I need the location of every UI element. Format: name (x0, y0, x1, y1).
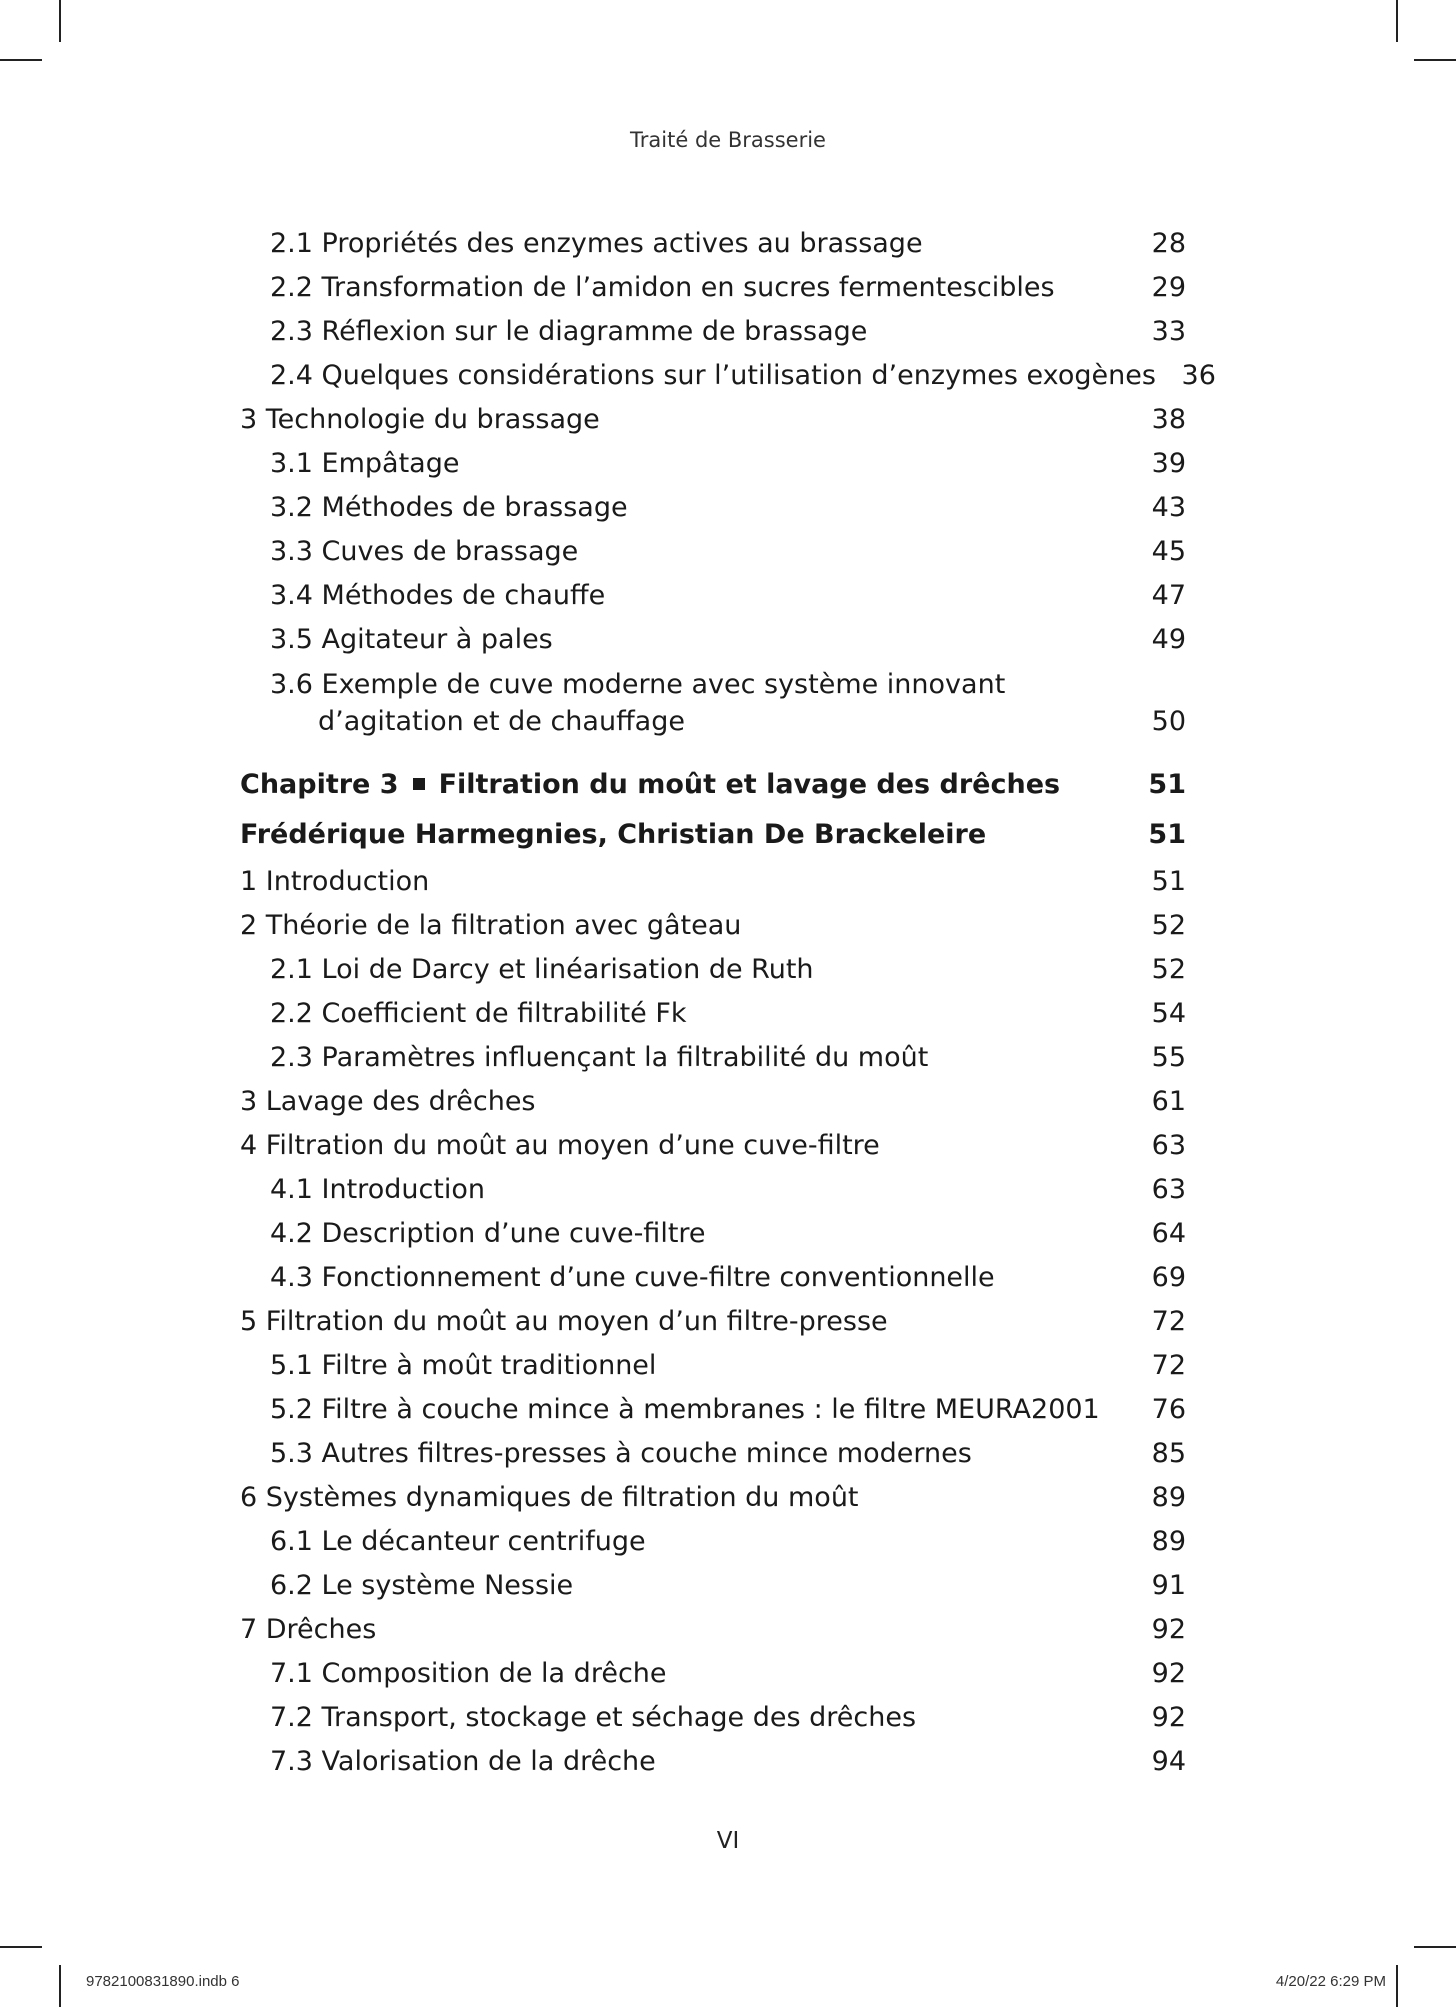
toc-entry-page: 55 (1151, 1042, 1186, 1073)
toc-entry-label: 2.1 Loi de Darcy et linéarisation de Ruth (270, 954, 814, 985)
toc-entry (240, 1168, 1186, 1212)
toc-entry (240, 860, 1186, 904)
toc-entry (240, 1388, 1186, 1432)
toc-entry (240, 1652, 1186, 1696)
toc-entry-label: 3.3 Cuves de brassage (270, 536, 579, 567)
toc-entry-page: 91 (1151, 1570, 1186, 1601)
toc-entry-label-line2: d’agitation et de chauffage (318, 706, 685, 737)
toc-entry-label: 7 Drêches (240, 1614, 377, 1645)
running-head: Traité de Brasserie (630, 128, 826, 152)
toc-entry-label: 5.2 Filtre à couche mince à membranes : le filtre MEURA2001 (270, 1394, 1100, 1425)
toc-entry (240, 1476, 1186, 1520)
toc-entry-page: 38 (1151, 404, 1186, 435)
toc-entry-label: 7.2 Transport, stockage et séchage des drêches (270, 1702, 917, 1733)
toc-entry-label: 3.4 Méthodes de chauffe (270, 580, 606, 611)
toc-entry (240, 1300, 1186, 1344)
toc-entry (240, 486, 1186, 530)
toc-entry-page: 61 (1151, 1086, 1186, 1117)
toc-entry-label: 3 Technologie du brassage (240, 404, 600, 435)
toc-entry-page: 89 (1151, 1526, 1186, 1557)
toc-entry-label-line1: 3.6 Exemple de cuve moderne avec système innovant (270, 669, 1006, 700)
toc-entry-label: 2.4 Quelques considérations sur l’utilisation d’enzymes exogènes (270, 360, 1156, 391)
toc-entry (240, 1212, 1186, 1256)
toc-authors (240, 810, 1186, 860)
toc-entry (240, 1344, 1186, 1388)
toc-entry (240, 1124, 1186, 1168)
toc-entry-page: 52 (1151, 910, 1186, 941)
toc-entry (240, 398, 1186, 442)
slug-date: 4/20/22 6:29 PM (1275, 1973, 1386, 1990)
chapter-title: Filtration du moût et lavage des drêches (438, 769, 1061, 800)
toc-entry-page: 63 (1151, 1174, 1186, 1205)
toc-entry-page: 54 (1151, 998, 1186, 1029)
toc-entry (240, 1740, 1186, 1784)
toc-entry-page: 51 (1151, 866, 1186, 897)
toc-entry-page: 29 (1151, 272, 1186, 303)
crop-mark (59, 0, 61, 42)
toc-entry-page: 50 (1151, 706, 1186, 737)
toc-entry-label: 4 Filtration du moût au moyen d’une cuve-filtre (240, 1130, 880, 1161)
toc-entry (240, 1080, 1186, 1124)
toc-entry (240, 1696, 1186, 1740)
toc-entry (240, 1036, 1186, 1080)
authors-label: Frédérique Harmegnies, Christian De Brackeleire (240, 819, 987, 850)
toc-entry-page: 72 (1151, 1306, 1186, 1337)
toc-entry-label: 2.2 Coefficient de filtrabilité Fk (270, 998, 687, 1029)
toc-entry-page: 92 (1151, 1702, 1186, 1733)
toc-entry-label: 7.1 Composition de la drêche (270, 1658, 667, 1689)
toc-entry-label: 2 Théorie de la filtration avec gâteau (240, 910, 742, 941)
toc-entry (240, 266, 1186, 310)
toc-entry (240, 530, 1186, 574)
toc-entry-page: 28 (1151, 228, 1186, 259)
toc-entry-page: 69 (1151, 1262, 1186, 1293)
toc-entry-label: 2.3 Paramètres influençant la filtrabilité du moût (270, 1042, 929, 1073)
toc-entry-label: 2.1 Propriétés des enzymes actives au brassage (270, 228, 923, 259)
crop-mark (1414, 1946, 1456, 1948)
toc-entry (240, 618, 1186, 662)
toc-entry-label: 3.5 Agitateur à pales (270, 624, 553, 655)
toc-entry-page: 72 (1151, 1350, 1186, 1381)
toc-entry-label: 1 Introduction (240, 866, 430, 897)
toc-entry-page: 51 (1148, 819, 1186, 850)
toc-entry (240, 1520, 1186, 1564)
toc-entry-page: 43 (1151, 492, 1186, 523)
toc-entry-label: 3 Lavage des drêches (240, 1086, 536, 1117)
toc-entry-page: 47 (1151, 580, 1186, 611)
toc-entry (240, 992, 1186, 1036)
toc-entry (240, 948, 1186, 992)
toc-entry-page: 94 (1151, 1746, 1186, 1777)
toc-entry-page: 92 (1151, 1614, 1186, 1645)
toc-entry-label: 4.1 Introduction (270, 1174, 486, 1205)
toc-entry (240, 1256, 1186, 1300)
toc-entry-page: 52 (1151, 954, 1186, 985)
crop-mark (1396, 0, 1398, 42)
slug-file: 9782100831890.indb 6 (86, 1973, 240, 1990)
toc-entry-label: 4.2 Description d’une cuve-filtre (270, 1218, 706, 1249)
toc-entry-label: 4.3 Fonctionnement d’une cuve-filtre conventionnelle (270, 1262, 995, 1293)
toc-entry-label: 2.3 Réflexion sur le diagramme de brassage (270, 316, 868, 347)
toc-entry-label: 2.2 Transformation de l’amidon en sucres fermentescibles (270, 272, 1055, 303)
toc-entry-page: 85 (1151, 1438, 1186, 1469)
toc-entry-page: 36 (1181, 360, 1216, 391)
toc-entry-page: 39 (1151, 448, 1186, 479)
toc-entries (240, 860, 1186, 1784)
toc-entry (240, 1608, 1186, 1652)
toc-entry-label: 5.3 Autres filtres-presses à couche mince modernes (270, 1438, 972, 1469)
crop-mark (1414, 59, 1456, 61)
toc-entry-label: 5.1 Filtre à moût traditionnel (270, 1350, 657, 1381)
toc-entry (240, 574, 1186, 618)
toc-entry-label: 7.3 Valorisation de la drêche (270, 1746, 656, 1777)
toc-entry-page: 51 (1148, 769, 1186, 800)
toc-entry-label: 5 Filtration du moût au moyen d’un filtre-presse (240, 1306, 888, 1337)
toc-entry-page: 33 (1151, 316, 1186, 347)
toc-entry-label: 6 Systèmes dynamiques de filtration du moût (240, 1482, 859, 1513)
toc-entry-label: 3.1 Empâtage (270, 448, 460, 479)
square-bullet-icon (413, 778, 425, 790)
toc-entry-page: 64 (1151, 1218, 1186, 1249)
toc-entry-page: 49 (1151, 624, 1186, 655)
page-number: VI (716, 1828, 740, 1854)
toc-entry-page: 45 (1151, 536, 1186, 567)
crop-mark (59, 1965, 61, 2007)
crop-mark (0, 59, 42, 61)
toc-entry-page: 76 (1151, 1394, 1186, 1425)
toc-entry (240, 1564, 1186, 1608)
toc-entry-page: 92 (1151, 1658, 1186, 1689)
table-of-contents (240, 222, 1216, 1784)
toc-entry (240, 442, 1186, 486)
toc-entry-label: 6.2 Le système Nessie (270, 1570, 574, 1601)
toc-entry (240, 222, 1186, 266)
toc-entry (240, 354, 1216, 398)
crop-mark (0, 1946, 42, 1948)
toc-entry-page: 63 (1151, 1130, 1186, 1161)
toc-entry-label: 6.1 Le décanteur centrifuge (270, 1526, 646, 1557)
chapter-number: Chapitre 3 (240, 769, 399, 800)
toc-entry-label: 3.2 Méthodes de brassage (270, 492, 628, 523)
toc-entry (240, 904, 1186, 948)
toc-entry (240, 1432, 1186, 1476)
toc-entry (240, 310, 1186, 354)
toc-entry-label (240, 666, 1070, 740)
crop-mark (1396, 1965, 1398, 2007)
toc-entry (240, 666, 1186, 740)
toc-entry-page: 89 (1151, 1482, 1186, 1513)
toc-chapter-heading (240, 760, 1186, 810)
